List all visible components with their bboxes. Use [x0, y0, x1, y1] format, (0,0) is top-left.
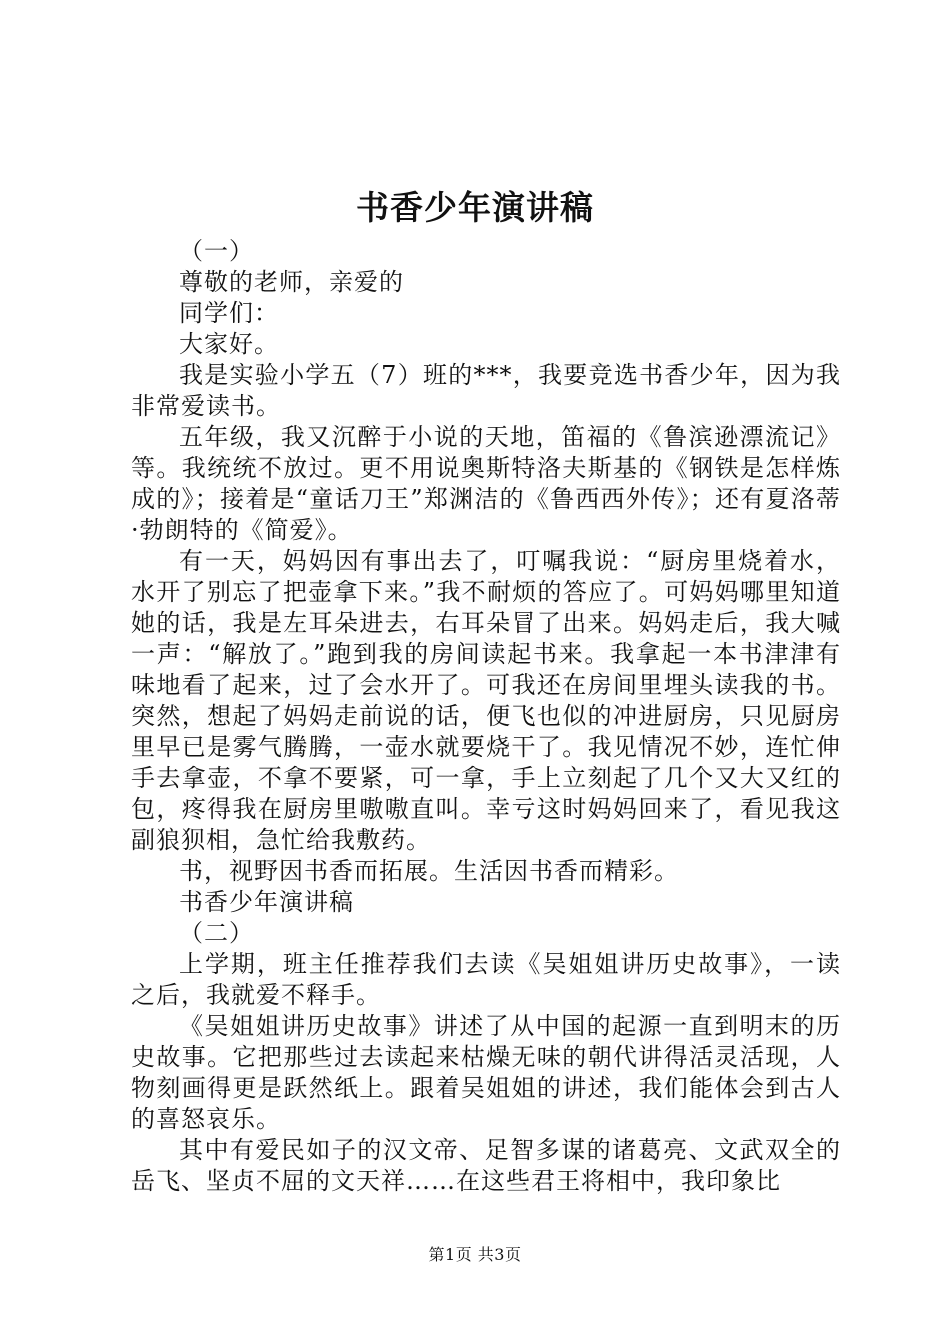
body-paragraph: 五年级，我又沉醉于小说的天地，笛福的《鲁滨逊漂流记》等。我统统不放过。更不用说奥斯特洛夫斯基的《钢铁是怎样炼成的》；接着是“童话刀王”郑渊洁的《鲁西西外传》；还有夏洛蒂·勃朗特的《简爱》。 [131, 423, 841, 544]
greeting-line: 尊敬的老师，亲爱的 [179, 268, 404, 296]
document-title: 书香少年演讲稿 [356, 188, 594, 227]
body-paragraph: 我是实验小学五（7）班的***，我要竞选书香少年，因为我非常爱读书。 [131, 361, 841, 420]
page-footer: 第1页 共3页 [428, 1245, 522, 1264]
greeting-line: 同学们： [179, 299, 279, 327]
section-label-two: （二） [179, 919, 254, 947]
body-paragraph: 上学期，班主任推荐我们去读《吴姐姐讲历史故事》，一读之后，我就爱不释手。 [131, 950, 841, 1009]
body-paragraph: 有一天，妈妈因有事出去了，叮嘱我说：“厨房里烧着水，水开了别忘了把壶拿下来。”我不耐烦的答应了。可妈妈哪里知道她的话，我是左耳朵进去，右耳朵冒了出来。妈妈走后，我大喊一声：“解放了。”跑到我的房间读起书来。我拿起一本书津津有味地看了起来，过了会水开了。可我还在房间里埋头读我的书。突然，想起了妈妈走前说的话，便飞也似的冲进厨房，只见厨房里早已是雾气腾腾，一壶水就要烧干了。我见情况不妙，连忙伸手去拿壶，不拿不要紧，可一拿，手上立刻起了几个又大又红的包，疼得我在厨房里嗷嗷直叫。幸亏这时妈妈回来了，看见我这副狼狈相，急忙给我敷药。 [131, 547, 841, 854]
hello-line: 大家好。 [179, 330, 279, 358]
body-paragraph: 书，视野因书香而拓展。生活因书香而精彩。 [179, 857, 679, 885]
repeat-title-line: 书香少年演讲稿 [179, 888, 354, 916]
document-body [131, 236, 841, 1197]
section-label-one: （一） [179, 237, 254, 265]
body-paragraph: 其中有爱民如子的汉文帝、足智多谋的诸葛亮、文武双全的岳飞、坚贞不屈的文天祥……在这些君王将相中，我印象比 [131, 1136, 841, 1195]
body-paragraph: 《吴姐姐讲历史故事》讲述了从中国的起源一直到明末的历史故事。它把那些过去读起来枯燥无味的朝代讲得活灵活现，人物刻画得更是跃然纸上。跟着吴姐姐的讲述，我们能体会到古人的喜怒哀乐。 [131, 1012, 841, 1133]
